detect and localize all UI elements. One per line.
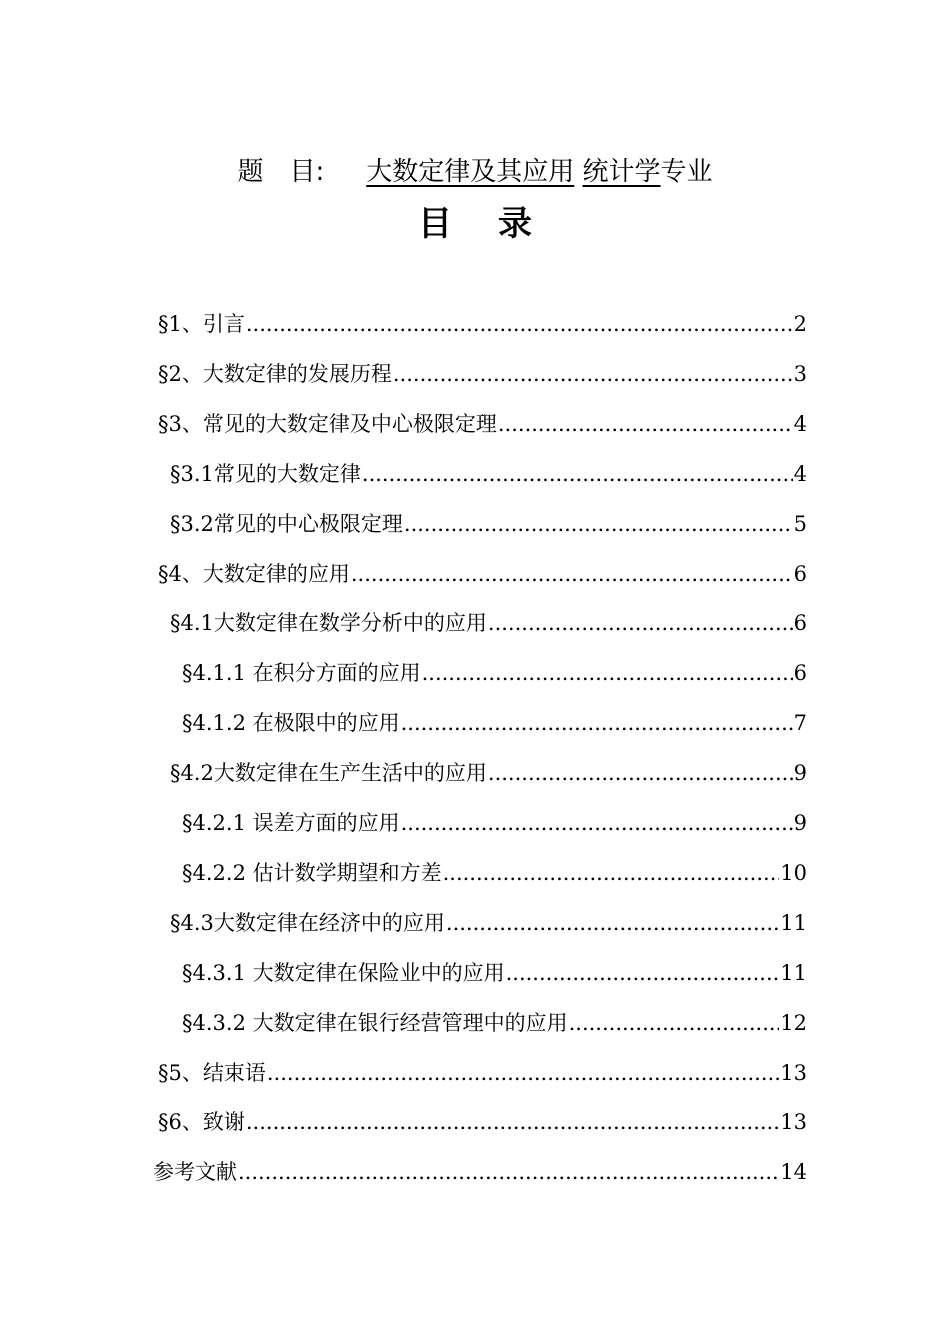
- toc-entry[interactable]: [158, 354, 807, 394]
- title-label-char2: 目:: [289, 157, 325, 187]
- toc-entry-title: §4.1.1 在积分方面的应用: [182, 661, 421, 685]
- toc-entry-page-number: 13: [780, 1061, 807, 1085]
- toc-entry-title: §4.2大数定律在生产生活中的应用: [170, 761, 487, 785]
- toc-entry-title: §4.3大数定律在经济中的应用: [170, 911, 445, 935]
- toc-entry-page-number: 4: [793, 412, 807, 436]
- dot-leader: [488, 603, 793, 643]
- toc-entry[interactable]: [170, 753, 807, 793]
- dot-leader: [569, 1003, 780, 1043]
- toc-entry-page-number: 11: [780, 911, 807, 935]
- toc-entry-page-number: 9: [793, 761, 807, 785]
- toc-entry-page-number: 6: [793, 611, 807, 635]
- toc-entry[interactable]: [182, 803, 807, 843]
- toc-entry[interactable]: [158, 304, 807, 344]
- toc-entry[interactable]: [158, 554, 807, 594]
- toc-entry-page-number: 13: [780, 1110, 807, 1134]
- toc-entry-page-number: 2: [793, 312, 807, 336]
- dot-leader: [488, 753, 793, 793]
- toc-entry-title: 参考文献: [153, 1160, 237, 1184]
- toc-heading-char1: 目: [418, 204, 452, 244]
- toc-entry[interactable]: [170, 603, 807, 643]
- toc-entry-title: §4、大数定律的应用: [158, 562, 350, 586]
- toc-entry[interactable]: [182, 703, 807, 743]
- dot-leader: [422, 653, 793, 693]
- dot-leader: [393, 354, 793, 394]
- toc-entry-title: §4.1.2 在极限中的应用: [182, 711, 400, 735]
- toc-entry-title: §4.3.1 大数定律在保险业中的应用: [182, 961, 505, 985]
- toc-entry[interactable]: [170, 903, 807, 943]
- dot-leader: [446, 903, 779, 943]
- toc-entry[interactable]: [170, 504, 807, 544]
- title-major-underlined: 统计学: [582, 157, 661, 187]
- toc-entry-page-number: 12: [780, 1011, 807, 1035]
- toc-entry-page-number: 6: [793, 661, 807, 685]
- toc-entry-title: §4.2.2 估计数学期望和方差: [182, 861, 442, 885]
- toc-entry-title: §3.2常见的中心极限定理: [170, 512, 403, 536]
- dot-leader: [362, 454, 793, 494]
- toc-entry[interactable]: [182, 1003, 807, 1043]
- toc-entry-title: §6、致谢: [158, 1110, 245, 1134]
- toc-entry[interactable]: [182, 853, 807, 893]
- toc-entry-page-number: 11: [780, 961, 807, 985]
- toc-entry-title: §4.2.1 误差方面的应用: [182, 811, 400, 835]
- toc-entry[interactable]: [158, 404, 807, 444]
- toc-entry-title: §3.1常见的大数定律: [170, 462, 361, 486]
- toc-entry-title: §3、常见的大数定律及中心极限定理: [158, 412, 497, 436]
- toc-entry-page-number: 4: [793, 462, 807, 486]
- toc-entry-page-number: 6: [793, 562, 807, 586]
- dot-leader: [404, 504, 793, 544]
- toc-entry-title: §4.3.2 大数定律在银行经营管理中的应用: [182, 1011, 568, 1035]
- toc-entry-page-number: 3: [793, 362, 807, 386]
- toc-entry-title: §1、引言: [158, 312, 245, 336]
- toc-entry-title: §4.1大数定律在数学分析中的应用: [170, 611, 487, 635]
- toc-heading: [0, 198, 950, 250]
- toc-entry[interactable]: [153, 1152, 807, 1192]
- dot-leader: [498, 404, 793, 444]
- title-topic: 大数定律及其应用: [366, 157, 575, 187]
- toc-entry-page-number: 5: [793, 512, 807, 536]
- toc-entry-title: §2、大数定律的发展历程: [158, 362, 392, 386]
- toc-entry[interactable]: [182, 653, 807, 693]
- toc-entry-page-number: 14: [780, 1160, 807, 1184]
- toc-heading-char2: 录: [498, 204, 532, 244]
- toc-entry-page-number: 10: [780, 861, 807, 885]
- dot-leader: [401, 703, 793, 743]
- dot-leader: [267, 1053, 779, 1093]
- toc-entry-page-number: 9: [793, 811, 807, 835]
- toc-entry[interactable]: [158, 1053, 807, 1093]
- dot-leader: [246, 1102, 779, 1142]
- toc-entry[interactable]: [182, 953, 807, 993]
- dot-leader: [351, 554, 793, 594]
- dot-leader: [238, 1152, 779, 1192]
- dot-leader: [506, 953, 780, 993]
- toc-entry[interactable]: [158, 1102, 807, 1142]
- toc-entry-page-number: 7: [793, 711, 807, 735]
- dot-leader: [246, 304, 793, 344]
- title-label-char1: 题: [237, 157, 264, 187]
- dot-leader: [401, 803, 793, 843]
- toc-entry-title: §5、结束语: [158, 1061, 266, 1085]
- dot-leader: [443, 853, 780, 893]
- toc-entry[interactable]: [170, 454, 807, 494]
- document-title: [0, 152, 950, 192]
- title-major-rest: 专业: [660, 157, 713, 187]
